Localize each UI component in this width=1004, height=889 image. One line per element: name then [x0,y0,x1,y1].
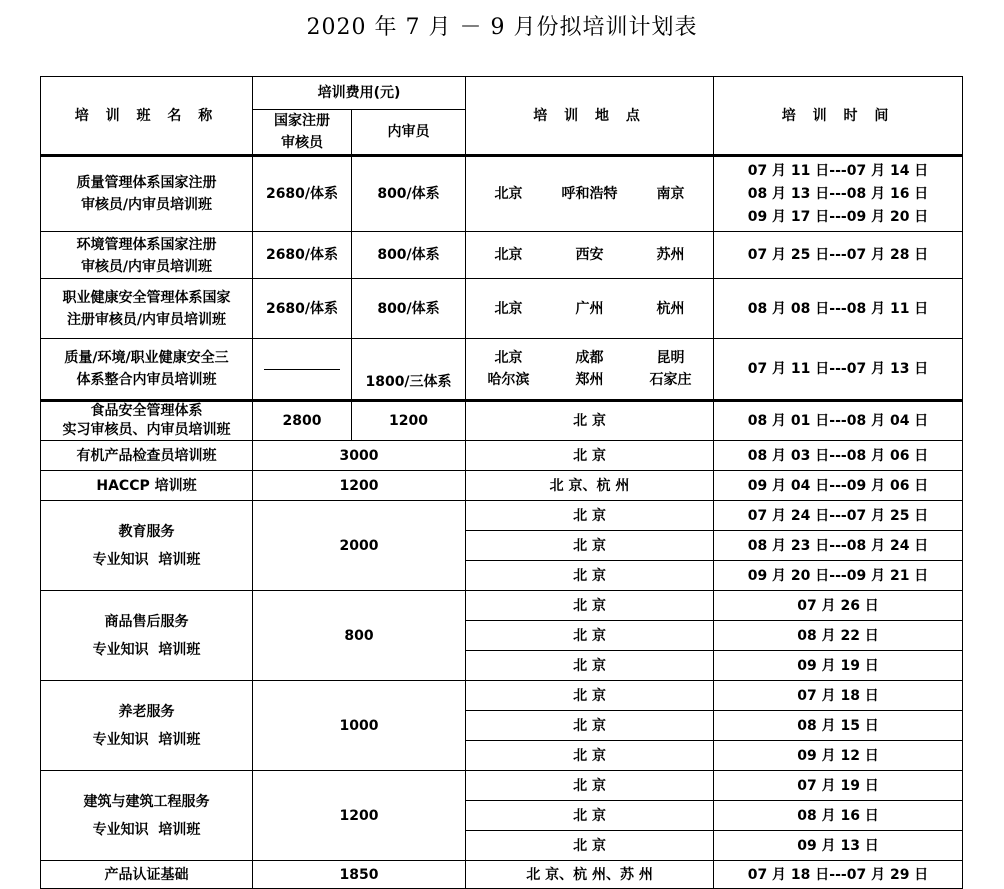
course-name-line: 建筑与建筑工程服务 [83,793,210,810]
date: 07 月 26 日 [714,591,963,621]
course-name: 食品安全管理体系 实习审核员、内审员培训班 [41,401,253,441]
location: 北 京、杭 州 [466,471,714,501]
date: 08 月 22 日 [714,621,963,651]
location: 北 京 [466,591,714,621]
course-name: 产品认证基础 [41,861,253,889]
date: 07 月 11 日---07 月 14 日 [747,162,929,179]
course-name: 环境管理体系国家注册 审核员/内审员培训班 [41,232,253,279]
date: 07 月 19 日 [714,771,963,801]
header-fee-internal: 内审员 [352,110,466,156]
location: 哈尔滨 [487,372,530,388]
fee-registered: 2680/体系 [253,232,352,279]
course-name-line: 专业知识 培训班 [92,821,201,838]
fee: 1200 [253,771,466,861]
fee: 2000 [253,501,466,591]
dash-line [264,369,340,370]
fee-internal: 1200 [352,401,466,441]
fee-internal: 800/体系 [352,232,466,279]
location: 北 京 [466,501,714,531]
date: 07 月 11 日---07 月 13 日 [714,339,963,401]
location: 杭州 [656,300,685,317]
course-name [41,591,253,681]
header-location: 培 训 地 点 [466,77,714,156]
location: 北 京 [466,441,714,471]
location: 北京 [494,247,523,263]
location: 郑州 [575,372,604,388]
location-cell [466,279,714,339]
course-name-line: 专业知识 培训班 [92,551,201,568]
location: 北 京 [466,561,714,591]
location: 北 京 [466,741,714,771]
location: 呼和浩特 [561,186,618,202]
location: 北 京、杭 州、苏 州 [466,861,714,889]
date: 09 月 20 日---09 月 21 日 [714,561,963,591]
location: 北 京 [466,531,714,561]
page-title: 2020 年 7 月 － 9 月份拟培训计划表 [306,15,698,40]
location: 广州 [575,300,604,317]
date: 08 月 16 日 [714,801,963,831]
fee-registered: 2680/体系 [253,156,352,232]
location: 成都 [575,350,604,366]
fee: 1000 [253,681,466,771]
location: 北 京 [466,651,714,681]
location: 北 京 [466,621,714,651]
fee-registered: 2800 [253,401,352,441]
location-cell [466,156,714,232]
date: 09 月 04 日---09 月 06 日 [714,471,963,501]
course-name: 有机产品检查员培训班 [41,441,253,471]
location: 西安 [575,247,604,263]
course-name-line: 养老服务 [118,703,175,720]
location: 石家庄 [649,372,692,388]
course-name: HACCP 培训班 [41,471,253,501]
fee-internal: 800/体系 [352,156,466,232]
fee: 1200 [253,471,466,501]
course-name: 质量管理体系国家注册 审核员/内审员培训班 [41,156,253,232]
location: 北京 [494,300,523,317]
fee-registered: 2680/体系 [253,279,352,339]
date: 09 月 12 日 [714,741,963,771]
header-course-name: 培 训 班 名 称 [41,77,253,156]
date: 09 月 19 日 [714,651,963,681]
header-time: 培 训 时 间 [714,77,963,156]
date: 07 月 18 日---07 月 29 日 [714,861,963,889]
fee-internal: 1800/三体系 [352,339,466,401]
fee-internal: 800/体系 [352,279,466,339]
date: 07 月 24 日---07 月 25 日 [714,501,963,531]
date: 08 月 08 日---08 月 11 日 [714,279,963,339]
date-cell [714,156,963,232]
header-fee: 培训费用(元) [253,77,466,110]
course-name: 职业健康安全管理体系国家 注册审核员/内审员培训班 [41,279,253,339]
fee: 1850 [253,861,466,889]
location-cell [466,339,714,401]
course-name: 质量/环境/职业健康安全三 体系整合内审员培训班 [41,339,253,401]
location: 北京 [494,350,523,366]
location: 北京 [494,186,523,202]
fee: 800 [253,591,466,681]
fee: 3000 [253,441,466,471]
course-name-line: 商品售后服务 [104,613,189,630]
location: 昆明 [656,350,685,366]
date: 07 月 18 日 [714,681,963,711]
location: 北 京 [466,831,714,861]
date: 09 月 17 日---09 月 20 日 [747,208,929,225]
location: 苏州 [656,247,685,263]
course-name [41,501,253,591]
location: 北 京 [466,771,714,801]
course-name-line: 专业知识 培训班 [92,731,201,748]
date: 08 月 13 日---08 月 16 日 [747,185,929,202]
date: 08 月 01 日---08 月 04 日 [714,401,963,441]
header-fee-registered: 国家注册 审核员 [253,110,352,156]
fee-registered-empty [253,339,352,401]
location: 北 京 [466,711,714,741]
location: 北 京 [466,681,714,711]
course-name [41,681,253,771]
date: 08 月 03 日---08 月 06 日 [714,441,963,471]
training-plan-table [40,76,963,889]
date: 08 月 15 日 [714,711,963,741]
location: 北 京 [466,401,714,441]
course-name-line: 专业知识 培训班 [92,641,201,658]
course-name [41,771,253,861]
date: 07 月 25 日---07 月 28 日 [714,232,963,279]
date: 09 月 13 日 [714,831,963,861]
location-cell [466,232,714,279]
location: 北 京 [466,801,714,831]
location: 南京 [656,186,685,202]
course-name-line: 教育服务 [118,523,175,540]
date: 08 月 23 日---08 月 24 日 [714,531,963,561]
